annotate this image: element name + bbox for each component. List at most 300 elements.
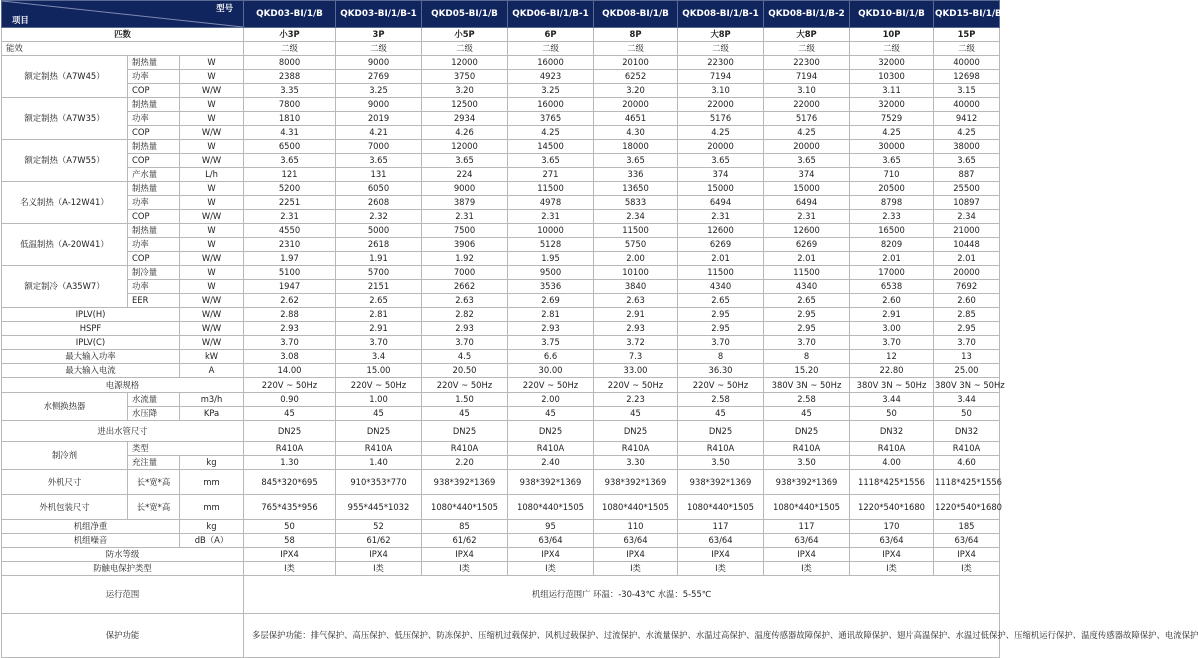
value-cell: 2.20 (422, 456, 508, 470)
value-cell: IPX4 (594, 548, 678, 562)
value-cell: 32000 (850, 56, 934, 70)
power-supply-row (2, 378, 1000, 393)
group-label: 额定制冷（A35W7） (2, 266, 128, 308)
value-cell: 5833 (594, 196, 678, 210)
value-cell: IPX4 (422, 548, 508, 562)
value-cell: 7692 (934, 280, 1000, 294)
spec-table (1, 0, 1198, 658)
value-cell: 710 (850, 168, 934, 182)
value-cell: 3.72 (594, 336, 678, 350)
value-cell: 63/64 (678, 534, 764, 548)
row-label: IPLV(H) (2, 308, 180, 322)
value-cell: 6050 (336, 182, 422, 196)
value-cell: 13 (934, 350, 1000, 364)
value-cell: 3.35 (244, 84, 336, 98)
unit-label: L/h (180, 168, 244, 182)
value-cell: 1.97 (244, 252, 336, 266)
unit-label: W/W (180, 294, 244, 308)
value-cell: 小3P (244, 28, 336, 42)
value-cell: 30000 (850, 140, 934, 154)
w55-cop-row (2, 154, 1000, 168)
value-cell: 2662 (422, 280, 508, 294)
unit-label: W/W (180, 126, 244, 140)
value-cell: 4.30 (594, 126, 678, 140)
value-cell: 1.95 (508, 252, 594, 266)
model-header: QKD15-BI/1/B (934, 1, 1000, 28)
value-cell: 2.65 (764, 294, 850, 308)
sub-label: 制热量 (128, 98, 180, 112)
value-cell: IPX4 (764, 548, 850, 562)
value-cell: 4340 (764, 280, 850, 294)
value-cell: DN32 (934, 421, 1000, 442)
unit-label: KPa (180, 407, 244, 421)
value-cell: 2.01 (850, 252, 934, 266)
value-cell: 12600 (764, 224, 850, 238)
value-cell: 2.93 (422, 322, 508, 336)
unit-label: mm (180, 495, 244, 520)
value-cell: 95 (508, 520, 594, 534)
value-cell: 38000 (934, 140, 1000, 154)
value-cell: 2.31 (422, 210, 508, 224)
value-cell: 8 (764, 350, 850, 364)
value-cell: 3.10 (764, 84, 850, 98)
value-cell: 20000 (764, 140, 850, 154)
value-cell: 6500 (244, 140, 336, 154)
sub-label: 功率 (128, 280, 180, 294)
value-cell: 11500 (764, 266, 850, 280)
model-header: QKD08-BI/1/B (594, 1, 678, 28)
value-cell: 3.65 (850, 154, 934, 168)
model-header: QKD10-BI/1/B (850, 1, 934, 28)
value-cell: 380V 3N ~ 50Hz (764, 378, 850, 393)
value-cell: 3.70 (336, 336, 422, 350)
sub-label: 充注量 (128, 456, 180, 470)
value-cell: 17000 (850, 266, 934, 280)
sub-label: COP (128, 210, 180, 224)
unit-label: W (180, 70, 244, 84)
value-cell: 3.65 (934, 154, 1000, 168)
water-flow-row (2, 393, 1000, 407)
sub-label: 制热量 (128, 224, 180, 238)
value-cell: 3840 (594, 280, 678, 294)
corner-diagonal-line (2, 1, 243, 27)
value-cell: 22000 (678, 98, 764, 112)
value-cell: 2.81 (508, 308, 594, 322)
value-cell: 336 (594, 168, 678, 182)
value-cell: 8798 (850, 196, 934, 210)
value-cell: 50 (244, 520, 336, 534)
a35-eer-row (2, 294, 1000, 308)
sub-label: 长*宽*高 (128, 470, 180, 495)
value-cell: 32000 (850, 98, 934, 112)
value-cell: IPX4 (850, 548, 934, 562)
value-cell: 117 (678, 520, 764, 534)
row-label: 外机包装尺寸 (2, 495, 128, 520)
group-label: 低温制热（A-20W41） (2, 224, 128, 266)
model-header: QKD06-BI/1/B-1 (508, 1, 594, 28)
unit-label: W/W (180, 252, 244, 266)
corner-header (2, 1, 244, 28)
w45-cop-row (2, 84, 1000, 98)
value-cell: 2.33 (850, 210, 934, 224)
value-cell: 10448 (934, 238, 1000, 252)
value-cell: 887 (934, 168, 1000, 182)
value-cell: 12600 (678, 224, 764, 238)
value-cell: 二级 (850, 42, 934, 56)
value-cell: 14.00 (244, 364, 336, 378)
value-cell: DN25 (678, 421, 764, 442)
iplvc-row (2, 336, 1000, 350)
value-cell: 63/64 (850, 534, 934, 548)
value-cell: 2.58 (678, 393, 764, 407)
value-cell: 20500 (850, 182, 934, 196)
value-cell: 33.00 (594, 364, 678, 378)
sub-label: 功率 (128, 112, 180, 126)
value-cell: 3.65 (594, 154, 678, 168)
value-cell: 3.25 (508, 84, 594, 98)
value-cell: 1080*440*1505 (422, 495, 508, 520)
value-cell: 1947 (244, 280, 336, 294)
row-label: 进出水管尺寸 (2, 421, 244, 442)
value-cell: 3.30 (594, 456, 678, 470)
w45-power-row (2, 70, 1000, 84)
value-cell: 2.69 (508, 294, 594, 308)
value-cell: 45 (678, 407, 764, 421)
value-cell: 12500 (422, 98, 508, 112)
unit-label: A (180, 364, 244, 378)
group-label: 水侧换热器 (2, 393, 128, 421)
value-cell: 374 (764, 168, 850, 182)
value-cell: 2.00 (508, 393, 594, 407)
value-cell: 3.4 (336, 350, 422, 364)
value-cell: 220V ~ 50Hz (336, 378, 422, 393)
value-cell: 2.01 (764, 252, 850, 266)
value-cell: 4.31 (244, 126, 336, 140)
value-cell: 2.00 (594, 252, 678, 266)
value-cell: 1080*440*1505 (508, 495, 594, 520)
value-cell: 11500 (594, 224, 678, 238)
value-cell: 0.90 (244, 393, 336, 407)
value-cell: 45 (422, 407, 508, 421)
value-cell: 3.65 (244, 154, 336, 168)
value-cell: 二级 (244, 42, 336, 56)
value-cell: 25.00 (934, 364, 1000, 378)
value-cell: 10300 (850, 70, 934, 84)
sub-label: EER (128, 294, 180, 308)
value-cell: 8 (678, 350, 764, 364)
unit-label: kg (180, 520, 244, 534)
value-cell: 938*392*1369 (678, 470, 764, 495)
value-cell: 170 (850, 520, 934, 534)
value-cell: 5176 (678, 112, 764, 126)
value-cell: 1080*440*1505 (764, 495, 850, 520)
row-label: IPLV(C) (2, 336, 180, 350)
value-cell: 5128 (508, 238, 594, 252)
value-cell: I类 (244, 562, 336, 576)
value-cell: 22300 (678, 56, 764, 70)
value-cell: 4.25 (764, 126, 850, 140)
value-cell: 15000 (764, 182, 850, 196)
value-cell: DN25 (764, 421, 850, 442)
w35-cop-row (2, 126, 1000, 140)
value-cell: 3.15 (934, 84, 1000, 98)
value-cell: 3.11 (850, 84, 934, 98)
sub-label: 制热量 (128, 140, 180, 154)
value-cell: 2.95 (764, 322, 850, 336)
group-label: 制冷剂 (2, 442, 128, 470)
value-cell: 4.25 (508, 126, 594, 140)
protection-row (2, 614, 1000, 658)
value-cell: 20000 (934, 266, 1000, 280)
unit-label: W/W (180, 84, 244, 98)
value-cell: 45 (244, 407, 336, 421)
value-cell: 2.31 (508, 210, 594, 224)
value-cell: 16000 (508, 56, 594, 70)
value-cell: 845*320*695 (244, 470, 336, 495)
sub-label: 功率 (128, 196, 180, 210)
value-cell: 938*392*1369 (422, 470, 508, 495)
value-cell: 45 (336, 407, 422, 421)
value-cell: 5176 (764, 112, 850, 126)
value-cell: 3.65 (336, 154, 422, 168)
value-cell: 二级 (508, 42, 594, 56)
corner-item-label: 项目 (12, 14, 29, 25)
value-cell: 85 (422, 520, 508, 534)
value-cell: 6538 (850, 280, 934, 294)
value-cell: 21000 (934, 224, 1000, 238)
value-cell: 2.93 (594, 322, 678, 336)
value-cell: 2.95 (678, 308, 764, 322)
w35-heat-row (2, 98, 1000, 112)
value-cell: 2608 (336, 196, 422, 210)
value-cell: 20.50 (422, 364, 508, 378)
row-label: 匹数 (2, 28, 244, 42)
value-cell: 63/64 (508, 534, 594, 548)
unit-label: W (180, 140, 244, 154)
value-cell: 4.25 (934, 126, 1000, 140)
value-cell: 3.50 (678, 456, 764, 470)
value-cell: 2.63 (422, 294, 508, 308)
value-cell: 15.00 (336, 364, 422, 378)
value-cell: 1118*425*1556 (934, 470, 1000, 495)
value-cell: 36.30 (678, 364, 764, 378)
value-cell: 10P (850, 28, 934, 42)
unit-label: W (180, 182, 244, 196)
value-cell: 2.58 (764, 393, 850, 407)
value-cell: 3.44 (850, 393, 934, 407)
value-cell: 10897 (934, 196, 1000, 210)
value-cell: 5000 (336, 224, 422, 238)
value-cell: 22.80 (850, 364, 934, 378)
value-cell: 1.40 (336, 456, 422, 470)
value-cell: I类 (934, 562, 1000, 576)
value-cell: DN25 (594, 421, 678, 442)
value-cell: 220V ~ 50Hz (594, 378, 678, 393)
value-cell: 910*353*770 (336, 470, 422, 495)
model-header: QKD05-BI/1/B (422, 1, 508, 28)
value-cell: 3879 (422, 196, 508, 210)
value-cell: 3.65 (422, 154, 508, 168)
value-cell: IPX4 (678, 548, 764, 562)
value-cell: 3.25 (336, 84, 422, 98)
value-cell: IPX4 (336, 548, 422, 562)
row-label: 运行范围 (2, 576, 244, 614)
value-cell: 2.34 (594, 210, 678, 224)
value-cell: 63/64 (934, 534, 1000, 548)
value-cell: 30.00 (508, 364, 594, 378)
value-cell: DN25 (508, 421, 594, 442)
unit-label: W/W (180, 154, 244, 168)
value-cell: 4.26 (422, 126, 508, 140)
value-cell: 1080*440*1505 (678, 495, 764, 520)
value-cell: IPX4 (508, 548, 594, 562)
value-cell: 117 (764, 520, 850, 534)
a35-cool-row (2, 266, 1000, 280)
value-cell: 7800 (244, 98, 336, 112)
value-cell: 2.31 (764, 210, 850, 224)
value-cell: 1.30 (244, 456, 336, 470)
value-cell: 2.95 (934, 322, 1000, 336)
value-cell: 6494 (764, 196, 850, 210)
value-cell: 2618 (336, 238, 422, 252)
iplvh-row (2, 308, 1000, 322)
value-cell: 8209 (850, 238, 934, 252)
unit-label: W/W (180, 336, 244, 350)
sub-label: 长*宽*高 (128, 495, 180, 520)
group-label: 额定制热（A7W35） (2, 98, 128, 140)
sub-label: 水压降 (128, 407, 180, 421)
value-cell: 3.00 (850, 322, 934, 336)
value-cell: 2.01 (678, 252, 764, 266)
value-cell: 5700 (336, 266, 422, 280)
value-cell: 380V 3N ~ 50Hz (934, 378, 1000, 393)
a20-power-row (2, 238, 1000, 252)
value-cell: 220V ~ 50Hz (508, 378, 594, 393)
value-cell: 220V ~ 50Hz (244, 378, 336, 393)
value-cell: 二级 (336, 42, 422, 56)
unit-label: W (180, 280, 244, 294)
row-label: 保护功能 (2, 614, 244, 658)
value-cell: 2.62 (244, 294, 336, 308)
weight-row (2, 520, 1000, 534)
value-cell: 3.65 (678, 154, 764, 168)
value-cell: 1.92 (422, 252, 508, 266)
value-cell: 45 (594, 407, 678, 421)
unit-label: dB（A） (180, 534, 244, 548)
hspf-row (2, 322, 1000, 336)
value-cell: 45 (764, 407, 850, 421)
value-cell: 3.70 (244, 336, 336, 350)
value-cell: 20000 (678, 140, 764, 154)
row-label: 外机尺寸 (2, 470, 128, 495)
sub-label: COP (128, 154, 180, 168)
value-cell: R410A (850, 442, 934, 456)
value-cell: 9000 (336, 56, 422, 70)
sub-label: 产水量 (128, 168, 180, 182)
value-cell: 938*392*1369 (508, 470, 594, 495)
value-cell: 2.40 (508, 456, 594, 470)
value-cell: 9500 (508, 266, 594, 280)
unit-label: W (180, 224, 244, 238)
a20-cop-row (2, 252, 1000, 266)
row-label: HSPF (2, 322, 180, 336)
a20-heat-row (2, 224, 1000, 238)
value-cell: 2.81 (336, 308, 422, 322)
value-cell: 3.08 (244, 350, 336, 364)
row-label: 最大输入电流 (2, 364, 180, 378)
refrigerant-charge-row (2, 456, 1000, 470)
value-cell: 7000 (422, 266, 508, 280)
value-cell: 3.50 (764, 456, 850, 470)
value-cell: 6269 (764, 238, 850, 252)
value-cell: 5750 (594, 238, 678, 252)
value-cell: 2388 (244, 70, 336, 84)
value-cell: 2019 (336, 112, 422, 126)
unit-label: W (180, 196, 244, 210)
value-cell: 1080*440*1505 (594, 495, 678, 520)
value-cell: 224 (422, 168, 508, 182)
value-cell: 3P (336, 28, 422, 42)
value-cell: 大8P (678, 28, 764, 42)
value-cell: 4.00 (850, 456, 934, 470)
model-header: QKD08-BI/1/B-2 (764, 1, 850, 28)
value-cell: 58 (244, 534, 336, 548)
unit-label: kg (180, 456, 244, 470)
group-label: 额定制热（A7W55） (2, 140, 128, 182)
value-cell: 45 (508, 407, 594, 421)
unit-label: W (180, 238, 244, 252)
row-label: 能效 (2, 42, 244, 56)
hp-row (2, 28, 1000, 42)
value-cell: 3.65 (508, 154, 594, 168)
value-cell: I类 (594, 562, 678, 576)
value-cell: 2769 (336, 70, 422, 84)
value-cell: DN25 (336, 421, 422, 442)
sub-label: COP (128, 84, 180, 98)
protection-text: 多层保护功能：排气保护、高压保护、低压保护、防冻保护、压缩机过载保护、风机过载保护、过流保护、水流量保护、水温过高保护、温度传感器故障保护、通讯故障保护、翅片高温保护、水温过低保护、压缩机运行保护、温度传感器故障保护、电流保护 (244, 614, 1000, 658)
value-cell: 3906 (422, 238, 508, 252)
unit-label: W/W (180, 308, 244, 322)
value-cell: 14500 (508, 140, 594, 154)
unit-label: W/W (180, 322, 244, 336)
value-cell: 2.88 (244, 308, 336, 322)
w35-power-row (2, 112, 1000, 126)
pack-row (2, 495, 1000, 520)
value-cell: 3.75 (508, 336, 594, 350)
value-cell: I类 (508, 562, 594, 576)
value-cell: 4.25 (850, 126, 934, 140)
value-cell: 7.3 (594, 350, 678, 364)
value-cell: I类 (850, 562, 934, 576)
value-cell: 6P (508, 28, 594, 42)
value-cell: I类 (678, 562, 764, 576)
a12-cop-row (2, 210, 1000, 224)
value-cell: 2251 (244, 196, 336, 210)
value-cell: 3.65 (764, 154, 850, 168)
value-cell: 20100 (594, 56, 678, 70)
value-cell: 2.65 (336, 294, 422, 308)
unit-label: W (180, 98, 244, 112)
sub-label: 制冷量 (128, 266, 180, 280)
value-cell: DN25 (422, 421, 508, 442)
sub-label: COP (128, 252, 180, 266)
value-cell: 2.95 (678, 322, 764, 336)
value-cell: 3.10 (678, 84, 764, 98)
value-cell: 4340 (678, 280, 764, 294)
value-cell: 63/64 (764, 534, 850, 548)
value-cell: 40000 (934, 98, 1000, 112)
value-cell: 4550 (244, 224, 336, 238)
